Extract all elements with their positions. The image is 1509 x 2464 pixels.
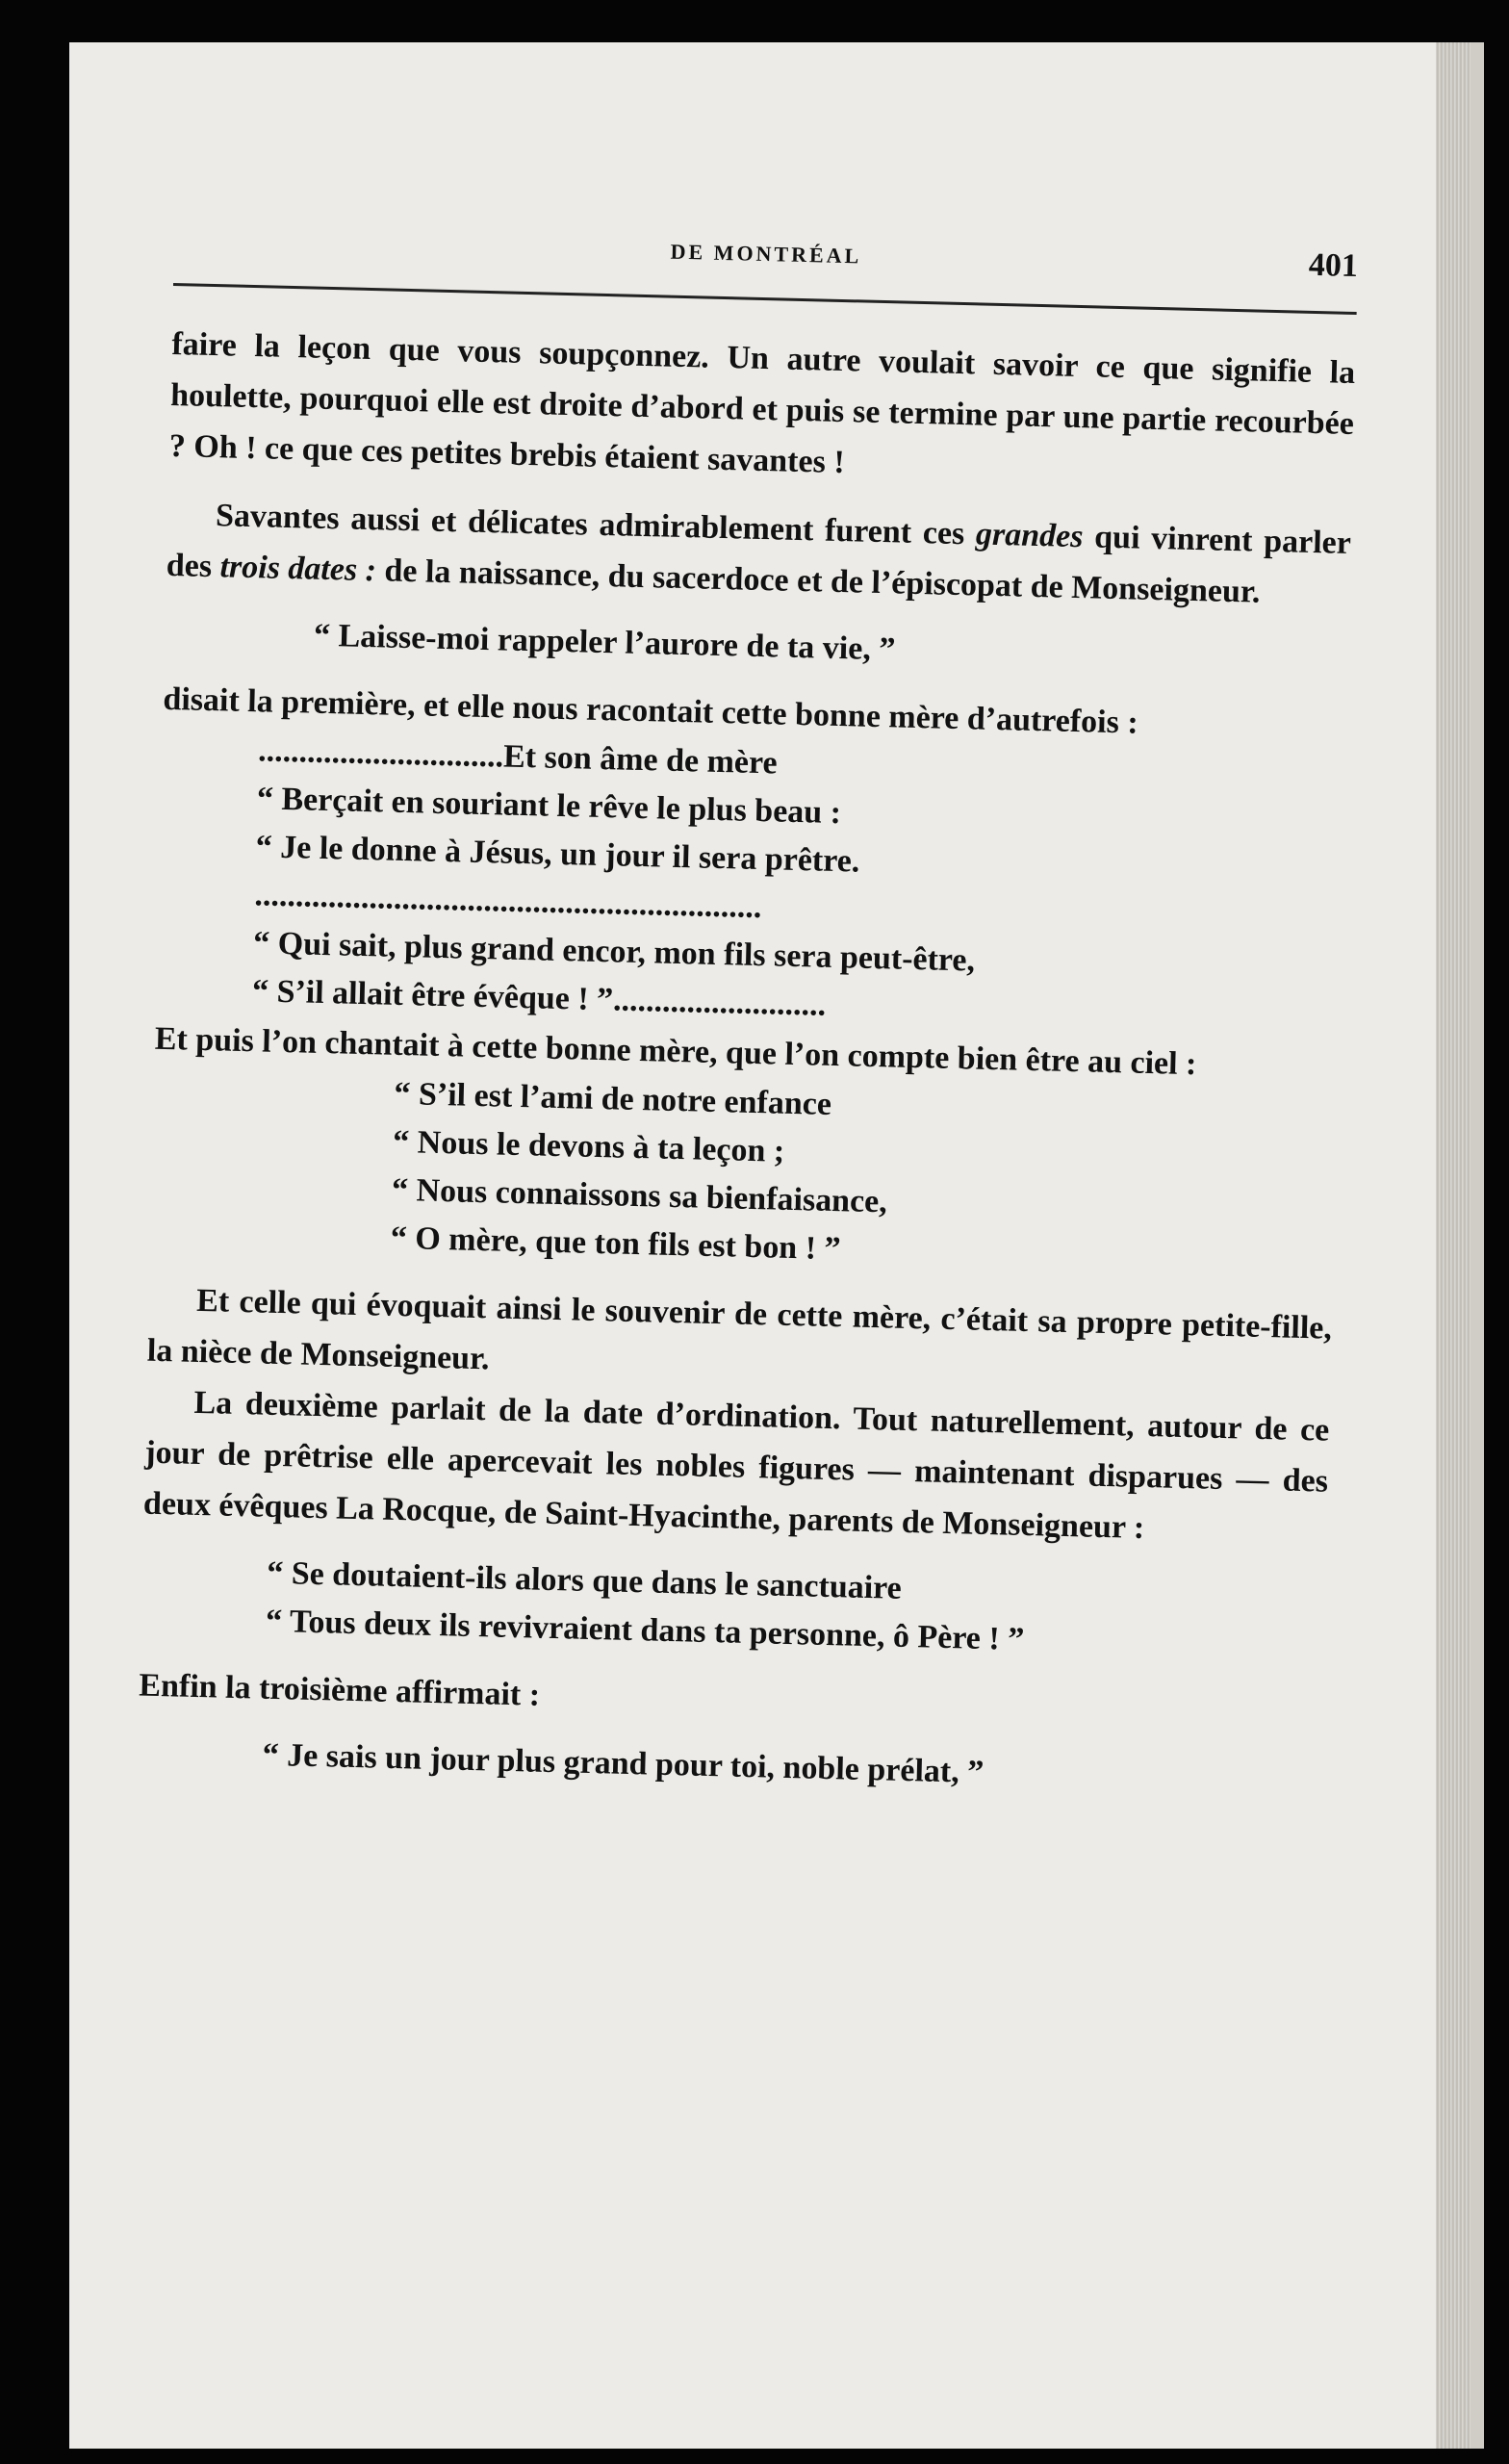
verse-line: “ Je sais un jour plus grand pour toi, noble prélat, ” xyxy=(262,1736,985,1791)
paragraph-2-part-a: Savantes aussi et délicates admirablement furent ces xyxy=(215,498,977,552)
verse-line: “ Tous deux ils revivraient dans ta personne, ô Père ! ” xyxy=(265,1603,1025,1657)
paragraph-3: disait la première, et elle nous racontait cette bonne mère d’autrefois : xyxy=(163,680,1139,741)
page-edge xyxy=(1436,42,1471,2449)
verse-line: “ Qui sait, plus grand encor, mon fils sera peut-être, xyxy=(252,925,976,979)
verse-line: “ S’il est l’ami de notre enfance xyxy=(394,1075,832,1122)
paragraph-2-part-e: de la naissance, du sacerdoce et de l’épiscopat de Monseigneur. xyxy=(375,552,1261,610)
paragraph-4: Et puis l’on chantait à cette bonne mère, que l’on compte bien être au ciel : xyxy=(154,1020,1197,1083)
paragraph-2-emphasis-grandes: grandes xyxy=(975,516,1084,555)
running-head: DE MONTRÉAL xyxy=(670,239,862,269)
page-content xyxy=(137,206,1359,1806)
verse-line: “ S’il allait être évêque ! ”.......................... xyxy=(251,973,827,1023)
verse-line: “ O mère, que ton fils est bon ! ” xyxy=(390,1219,841,1268)
paragraph-2-emphasis-trois-dates: trois dates : xyxy=(219,549,377,589)
verse-line: “ Se doutaient-ils alors que dans le sanctuaire xyxy=(266,1554,903,1606)
book-page xyxy=(69,42,1484,2449)
paragraph-1: faire la leçon que vous soupçonnez. Un autre voulait savoir ce que signifie la houlette, pourquoi elle est droite d’abord et puis se termine par une partie recourbée ? Oh ! ce que ces petites brebis étaient savantes ! xyxy=(168,325,1356,481)
paragraph-5: Et celle qui évoquait ainsi le souvenir de cette mère, c’était sa propre petite-fille, la nièce de Monseigneur. xyxy=(146,1282,1333,1377)
verse-line: ..............................Et son âme de mère xyxy=(257,732,779,782)
verse-line: .............................................................. xyxy=(254,877,762,926)
verse-line: “ Laisse-moi rappeler l’aurore de ta vie, ” xyxy=(313,617,896,668)
page-header xyxy=(173,206,1359,315)
verse-line: “ Nous le devons à ta leçon ; xyxy=(392,1123,785,1169)
verse-line: “ Je le donne à Jésus, un jour il sera prêtre. xyxy=(255,829,860,880)
paragraph-6: La deuxième parlait de la date d’ordination. Tout naturellement, autour de ce jour de prêtrise elle apercevait les nobles figures — maintenant disparues — des deux évêques La Rocque, de Saint-Hyacinthe, parents de Monseigneur : xyxy=(142,1384,1330,1547)
page-number: 401 xyxy=(1308,246,1359,285)
paragraph-7: Enfin la troisième affirmait : xyxy=(138,1667,541,1713)
verse-line: “ Nous connaissons sa bienfaisance, xyxy=(391,1171,888,1220)
verse-line: “ Berçait en souriant le rêve le plus beau : xyxy=(256,781,842,832)
paragraph-2-part-c: qui vinrent parler des xyxy=(166,519,1352,585)
